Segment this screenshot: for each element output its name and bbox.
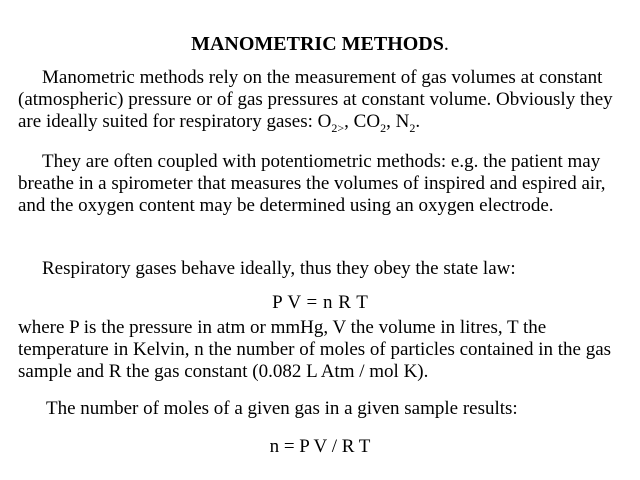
n2-prefix: , N	[386, 111, 410, 132]
oxygen-subscript: 2>	[331, 120, 345, 135]
paragraph-potentiometric: They are often coupled with potentiometric methods: e.g. the patient may breathe in a spirometer that measures the volumes of inspired and espired air, and the oxygen content may be determined using an oxygen electrode.	[18, 151, 606, 216]
formula-state-law: P V = n R T	[272, 292, 368, 313]
co2-subscript: 2	[380, 120, 387, 135]
page-title	[0, 32, 640, 56]
formula-moles: n = P V / R T	[269, 436, 371, 457]
title-text: MANOMETRIC METHODS	[191, 33, 444, 55]
paragraph-state-law: Respiratory gases behave ideally, thus they obey the state law:	[42, 258, 516, 279]
title-period: .	[443, 33, 449, 55]
n2-subscript: 2	[409, 120, 416, 135]
co2-prefix: , CO	[344, 111, 381, 132]
paragraph-intro	[18, 67, 623, 133]
paragraph-intro-end: .	[415, 111, 421, 132]
paragraph-intro-text: Manometric methods rely on the measurement of gas volumes at constant (atmospheric) pressure or of gas pressures at constant volume. Obviously they are ideally suited for respiratory gases: O	[18, 67, 613, 132]
paragraph-variables: where P is the pressure in atm or mmHg, V the volume in litres, T the temperature in Kelvin, n the number of moles of particles contained in the gas sample and R the gas constant (0.082 L Atm / mol K).	[18, 317, 612, 382]
paragraph-moles: The number of moles of a given gas in a given sample results:	[46, 398, 518, 419]
